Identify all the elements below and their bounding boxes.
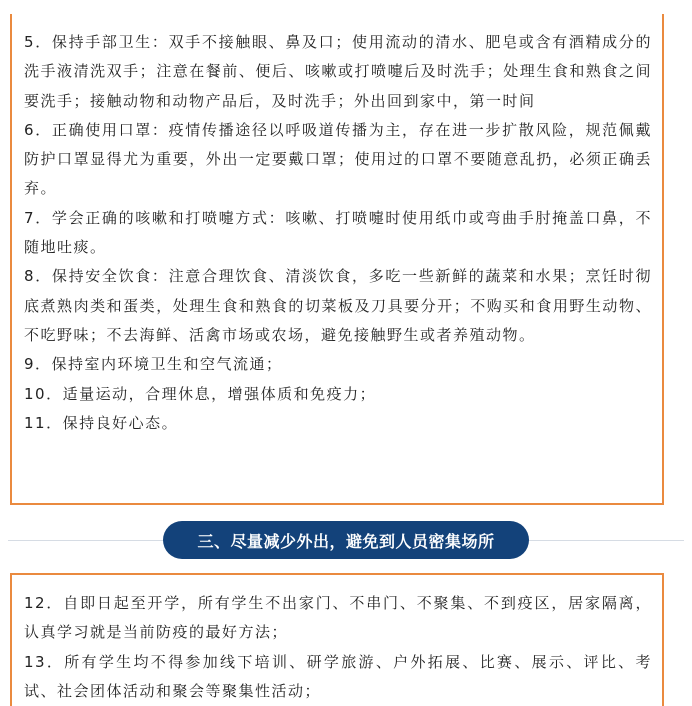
- guideline-item-13: 13．所有学生均不得参加线下培训、研学旅游、户外拓展、比赛、展示、评比、考试、社会团体活动和聚会等聚集性活动；: [24, 652, 652, 700]
- guideline-item-7: 7．学会正确的咳嗽和打喷嚏方式：咳嗽、打喷嚏时使用纸巾或弯曲手肘掩盖口鼻，不随地吐痰。: [24, 208, 652, 257]
- guideline-item-8: 8．保持安全饮食：注意合理饮食、清淡饮食，多吃一些新鲜的蔬菜和水果；烹饪时彻底煮熟肉类和蛋类，处理生食和熟食的切菜板及刀具要分开；不购买和食用野生动物、不吃野味；不去海鲜、活禽市场或农场，避免接触野生或者养殖动物。: [24, 267, 652, 344]
- guideline-item-10: 10．适量运动，合理休息，增强体质和免疫力；: [24, 384, 377, 403]
- guideline-item-11: 11．保持良好心态。: [24, 413, 179, 432]
- section-heading-badge: [163, 521, 529, 559]
- guideline-item-6: 6．正确使用口罩：疫情传播途径以呼吸道传播为主，存在进一步扩散风险，规范佩戴防护口罩显得尤为重要，外出一定要戴口罩；使用过的口罩不要随意乱扔，必须正确丢弃。: [24, 120, 652, 198]
- section-heading-title: 三、尽量减少外出，避免到人员密集场所: [197, 531, 495, 551]
- guideline-item-9: 9．保持室内环境卫生和空气流通；: [24, 355, 283, 374]
- stay-home-guidelines-box: [10, 573, 664, 706]
- guideline-item-12: 12．自即日起至开学，所有学生不出家门、不串门、不聚集、不到疫区，居家隔离，认真学习就是当前防疫的最好方法；: [24, 594, 652, 642]
- guideline-item-5: 5．保持手部卫生：双手不接触眼、鼻及口；使用流动的清水、肥皂或含有酒精成分的洗手液清洗双手；注意在餐前、便后、咳嗽或打喷嚏后及时洗手；处理生食和熟食之间要洗手；接触动物和动物产品后，及时洗手；外出回到家中，第一时间: [24, 33, 652, 110]
- health-guidelines-box: [10, 14, 664, 505]
